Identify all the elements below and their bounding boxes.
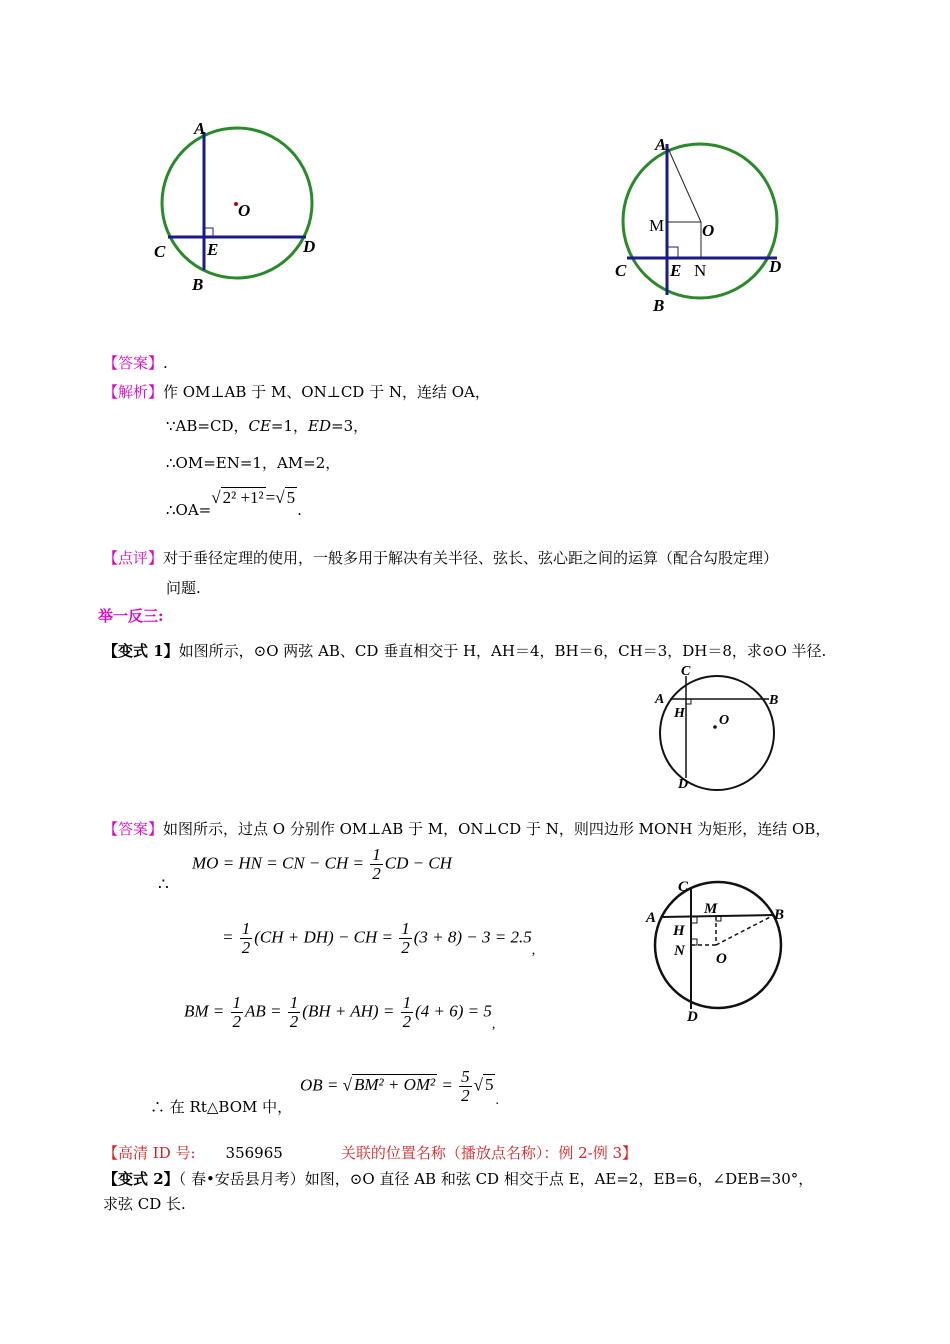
answer-tag: 【答案】 bbox=[103, 354, 164, 372]
fig4-label-o: O bbox=[716, 951, 727, 967]
eq3-a: BM = bbox=[184, 1001, 229, 1021]
fig1-label-a: A bbox=[194, 119, 206, 138]
eq1-frac bbox=[370, 846, 383, 883]
answer-2-text: 如图所示，过点 O 分别作 OM⊥AB 于 M，ON⊥CD 于 N，则四边形 MONH 为矩形，连结 OB， bbox=[163, 820, 831, 838]
analysis-line2-a: ∵AB=CD， bbox=[166, 417, 249, 435]
variant-2-line1: （ 春•安岳县月考）如图，⊙O 直径 AB 和弦 CD 相交于点 E，AE=2，EB=6，∠DEB=30°， bbox=[178, 1170, 814, 1188]
fig2-label-b: B bbox=[653, 296, 665, 315]
analysis-line-4 bbox=[166, 488, 302, 519]
eq2-frac-1 bbox=[240, 920, 253, 957]
eq4-num: 5 bbox=[461, 1067, 470, 1086]
eq2-a: = bbox=[222, 927, 238, 947]
eq3-num-3: 1 bbox=[402, 993, 412, 1012]
answer-2-tag: 【答案】 bbox=[103, 820, 164, 838]
fig1-label-o: O bbox=[238, 201, 251, 220]
eq1-rhs: CD − CH bbox=[384, 853, 452, 873]
eq3-frac-2 bbox=[288, 994, 301, 1031]
eq4-den: 2 bbox=[461, 1086, 470, 1105]
eq3-d: (4 + 6) = 5 bbox=[415, 1001, 492, 1021]
equation-4-prefix: ∴ 在 Rt△BOM 中， bbox=[150, 1098, 293, 1116]
eq2-end: , bbox=[531, 943, 536, 959]
eq3-den-1: 2 bbox=[232, 1012, 242, 1031]
fig3-label-a: A bbox=[655, 692, 665, 707]
eq4-lhs: OB = bbox=[300, 1075, 343, 1095]
sqrt-sign: √ bbox=[211, 488, 221, 507]
fig2-label-n: N bbox=[694, 261, 707, 280]
fig1-label-d: D bbox=[303, 237, 316, 256]
fig2-label-a: A bbox=[655, 135, 667, 154]
eq1-lhs: MO = HN = CN − CH = bbox=[192, 853, 369, 873]
eq3-den-3: 2 bbox=[402, 1012, 412, 1031]
sqrt-result: 5 bbox=[286, 488, 296, 507]
fig1-label-b: B bbox=[192, 275, 204, 294]
fig4-label-a: A bbox=[646, 910, 657, 926]
eq2-frac-2 bbox=[399, 920, 412, 957]
figure-3 bbox=[645, 660, 785, 795]
fig3-label-h: H bbox=[674, 706, 685, 721]
eq3-b: AB = bbox=[245, 1001, 286, 1021]
eq3-frac-3 bbox=[401, 994, 414, 1031]
figure-1 bbox=[140, 110, 340, 300]
comment-tag: 【点评】 bbox=[103, 549, 164, 567]
figure-2 bbox=[605, 130, 805, 320]
analysis-line3: ∴OM=EN=1，AM=2， bbox=[166, 454, 341, 472]
fig4-seg-ob bbox=[716, 915, 774, 945]
fig3-label-c: C bbox=[681, 664, 691, 679]
analysis-line1: 作 OM⊥AB 于 M、ON⊥CD 于 N，连结 OA， bbox=[163, 383, 490, 401]
answer-2 bbox=[103, 818, 830, 839]
analysis-line-1 bbox=[103, 381, 490, 402]
eq2-den-2: 2 bbox=[401, 938, 410, 957]
fig4-label-h: H bbox=[673, 923, 685, 939]
equation-1 bbox=[192, 846, 452, 883]
variant-1 bbox=[103, 640, 826, 661]
fig4-label-m: M bbox=[704, 901, 718, 917]
fig2-label-o: O bbox=[702, 221, 715, 240]
analysis-line2-c: =3， bbox=[331, 417, 369, 435]
fig4-label-d: D bbox=[687, 1009, 698, 1025]
equation-2 bbox=[222, 920, 535, 957]
fig1-label-e: E bbox=[207, 240, 219, 259]
fig2-right-angle bbox=[667, 247, 678, 258]
fig2-seg-oa bbox=[667, 146, 701, 222]
comment-line-2 bbox=[166, 577, 201, 598]
fig4-label-n: N bbox=[674, 943, 685, 959]
eq4-frac bbox=[459, 1068, 472, 1105]
eq4-end: . bbox=[495, 1093, 499, 1109]
period: . bbox=[297, 501, 302, 519]
sqrt-radicand: 2² +1² bbox=[222, 488, 264, 507]
fig4-label-b: B bbox=[774, 907, 785, 923]
analysis-line2-ed: ED bbox=[308, 417, 332, 435]
eq4-radicand: BM² + OM² bbox=[353, 1075, 436, 1095]
comment-line-1 bbox=[103, 547, 778, 568]
fig2-label-m: M bbox=[649, 216, 665, 235]
analysis-oa: ∴OA= bbox=[166, 501, 212, 519]
answer-1 bbox=[103, 352, 168, 373]
eq4-eq: = bbox=[437, 1075, 458, 1095]
eq3-den-2: 2 bbox=[289, 1012, 299, 1031]
eq3-num-2: 1 bbox=[289, 993, 299, 1012]
fig3-label-d: D bbox=[678, 777, 689, 792]
comment-line2: 问题. bbox=[166, 579, 201, 597]
fig1-label-c: C bbox=[154, 242, 166, 261]
eq3-num-1: 1 bbox=[232, 993, 242, 1012]
comment-line1: 对于垂径定理的使用，一般多用于解决有关半径、弦长、弦心距之间的运算（配合勾股定理） bbox=[163, 549, 779, 567]
fig2-label-e: E bbox=[670, 261, 682, 280]
fig3-center bbox=[713, 725, 717, 729]
eq4-res: 5 bbox=[484, 1075, 494, 1095]
hd-assoc: 关联的位置名称（播放点名称）：例 2-例 3】 bbox=[340, 1144, 638, 1162]
analysis-line2-b: =1， bbox=[270, 417, 309, 435]
equals: = bbox=[265, 488, 276, 507]
therefore-symbol: ∴ bbox=[158, 875, 169, 895]
variant-2-line-1 bbox=[103, 1168, 813, 1189]
analysis-line-2 bbox=[166, 415, 368, 436]
fig4-label-c: C bbox=[678, 879, 689, 895]
eq2-num-1: 1 bbox=[241, 919, 251, 938]
variant-1-tag: 【变式 1】 bbox=[103, 642, 179, 660]
equation-3 bbox=[184, 994, 495, 1031]
analysis-line-3 bbox=[166, 452, 340, 473]
variant-2-tag: 【变式 2】 bbox=[103, 1170, 179, 1188]
fig3-label-o: O bbox=[719, 713, 730, 728]
fig3-circle bbox=[660, 676, 774, 790]
hd-id: 356965 bbox=[225, 1144, 283, 1162]
eq2-b: (CH + DH) − CH = bbox=[254, 927, 398, 947]
eq3-c: (BH + AH) = bbox=[302, 1001, 399, 1021]
figure-4 bbox=[640, 875, 800, 1025]
hd-id-line bbox=[103, 1142, 637, 1163]
variant-2-line-2 bbox=[103, 1193, 186, 1214]
fig3-label-b: B bbox=[769, 693, 779, 708]
eq2-den-1: 2 bbox=[241, 938, 251, 957]
eq1-num: 1 bbox=[372, 845, 381, 864]
variant-1-text: 如图所示，⊙O 两弦 AB、CD 垂直相交于 H，AH＝4，BH＝6，CH＝3，DH＝8，求⊙O 半径. bbox=[178, 642, 827, 660]
eq1-den: 2 bbox=[372, 864, 381, 883]
eq3-frac-1 bbox=[231, 994, 244, 1031]
eq3-end: , bbox=[491, 1017, 496, 1033]
eq2-c: (3 + 8) − 3 = 2.5 bbox=[413, 927, 532, 947]
eq2-num-2: 1 bbox=[401, 919, 410, 938]
analysis-tag: 【解析】 bbox=[103, 383, 164, 401]
answer-text: . bbox=[163, 354, 168, 372]
equation-4 bbox=[300, 1067, 499, 1109]
eq4-sqrt-sign-2: √ bbox=[473, 1075, 483, 1095]
section-heading: 举一反三: bbox=[98, 607, 164, 625]
analysis-line2-ce: CE bbox=[248, 417, 271, 435]
variant-2-line2: 求弦 CD 长. bbox=[103, 1195, 186, 1213]
fig2-label-d: D bbox=[769, 257, 782, 276]
sqrt-sign-2: √ bbox=[275, 488, 285, 507]
hd-label: 【高清 ID 号: bbox=[103, 1144, 196, 1162]
fig2-label-c: C bbox=[615, 261, 627, 280]
eq4-sqrt-sign: √ bbox=[342, 1075, 352, 1095]
